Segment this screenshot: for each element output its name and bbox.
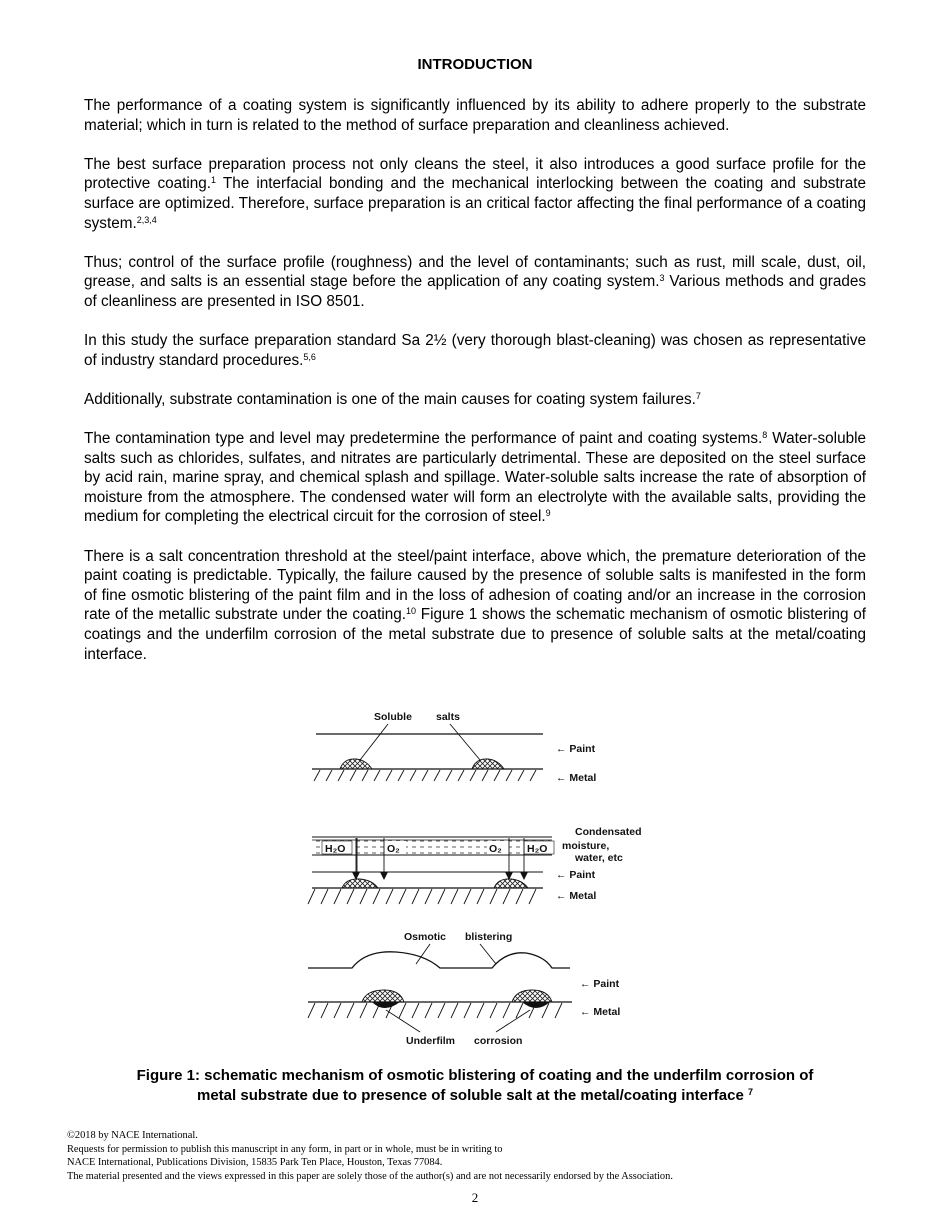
arrow-down-icon (352, 872, 528, 880)
label-blistering: blistering (465, 931, 513, 943)
citation-ref: 9 (545, 508, 551, 519)
paragraph-6: The contamination type and level may predetermine the performance of paint and coating systems.$^8$ Water-soluble salts such as chlorides, sulfates, and nitrates are particularly detrimental. These are deposited on the steel surface by acid rain, marine spray, and chemical splash and spillage. Water-soluble salts increase the rate of absorption of moisture from the atmosphere. The condensed water will form an electrolyte with the available salts, providing the medium for completing the electrical circuit for the corrosion of steel.$^9$ (84, 430, 866, 526)
label-metal: ← Metal (580, 1006, 621, 1018)
salt-deposit (340, 759, 372, 769)
label-underfilm: Underfilm (406, 1035, 456, 1047)
label-paint: ← Paint (556, 743, 596, 755)
citation-ref: 8 (762, 430, 768, 441)
paragraph-5: Additionally, substrate contamination is one of the main causes for coating system failures.$^7$ (84, 390, 701, 408)
metal-hatching (308, 889, 536, 904)
page-number: 2 (471, 1190, 479, 1205)
label-corrosion: corrosion (474, 1035, 523, 1047)
label-metal: ← Metal (556, 890, 597, 902)
salt-deposit (472, 759, 504, 769)
paragraph-1: The performance of a coating system is significantly influenced by its ability to adhere properly to the substrate material; which in turn is related to the method of surface preparation and cleanliness achieved. (84, 97, 866, 134)
paragraph-2: The best surface preparation process not only cleans the steel, it also introduces a good surface profile for the protective coating.$^1$ The interfacial bonding and the mechanical interlocking between the coating and substrate surface are optimized. Therefore, surface preparation is an critical factor affecting the final performance of a coating system.$^{2,3,4}$ (84, 155, 866, 232)
footer-line: ©2018 by NACE International. (67, 1130, 198, 1141)
caption-line-2: metal substrate due to presence of soluble salt at the metal/coating interface $^7$ (197, 1086, 753, 1104)
label-salts: salts (436, 711, 460, 723)
label-osmotic: Osmotic (404, 931, 447, 943)
label-o2-right: O₂ (489, 843, 502, 855)
salt-deposit (494, 879, 528, 888)
label-metal: ← Metal (556, 772, 597, 784)
corrosion-pit (372, 1002, 400, 1008)
paragraph-3: Thus; control of the surface profile (roughness) and the level of contaminants; such as rust, mill scale, dust, oil, grease, and salts is an essential stage before the application of any coating system.$^3$ Various methods and grades of cleanliness are presented in ISO 8501. (84, 253, 866, 310)
metal-hatching (308, 1003, 562, 1018)
paragraph-7: There is a salt concentration threshold at the steel/paint interface, above which, the premature deterioration of the paint coating is predictable. Typically, the failure caused by the presence of soluble salts is manifested in the form of fine osmotic blistering of the paint film and in the loss of adhesion of coating and/or an increase in the corrosion rate of the metallic substrate under the coating.$^{10}$ Figure 1 shows the schematic mechanism of osmotic blistering of coatings and the underfilm corrosion of the metal substrate due to presence of soluble salts at the metal/coating interface. (84, 547, 866, 663)
label-h2o-right: H₂O (527, 843, 548, 855)
panel-3-osmotic-blistering (308, 931, 620, 1047)
metal-hatching (314, 770, 536, 781)
citation-ref: 7 (695, 390, 701, 401)
citation-ref: 2,3,4 (136, 214, 157, 225)
blister-salt (512, 990, 552, 1002)
body-text (84, 96, 866, 664)
citation-ref: 10 (406, 606, 417, 617)
label-o2-left: O₂ (387, 843, 400, 855)
footer-line: Requests for permission to publish this manuscript in any form, in part or in whole, must be in writing to (67, 1143, 503, 1155)
label-condensated: Condensated (575, 826, 642, 838)
caption-line-1: Figure 1: schematic mechanism of osmotic blistering of coating and the underfilm corrosion of (136, 1067, 814, 1084)
label-h2o-left: H₂O (325, 843, 346, 855)
citation-ref: 3 (659, 273, 665, 284)
label-soluble: Soluble (374, 711, 412, 723)
label-paint: ← Paint (556, 869, 596, 881)
footer-line: NACE International, Publications Division, 15835 Park Ten Place, Houston, Texas 77084. (67, 1157, 443, 1169)
copyright-footer (67, 1129, 887, 1183)
section-heading: INTRODUCTION (417, 56, 533, 73)
panel-1-soluble-salts (312, 711, 596, 784)
corrosion-pit (522, 1002, 550, 1008)
label-water-etc: water, etc (575, 852, 623, 864)
footer-line: The material presented and the views expressed in this paper are solely those of the author(s) and are not necessarily endorsed by the Association. (67, 1170, 673, 1182)
citation-ref: 5,6 (303, 351, 316, 362)
citation-ref: 1 (211, 175, 217, 186)
label-moisture: moisture, (562, 840, 610, 852)
figure-1-schematic (300, 706, 660, 1051)
label-paint: ← Paint (580, 978, 620, 990)
panel-2-condensed-moisture (308, 826, 642, 904)
paragraph-4: In this study the surface preparation standard Sa 2½ (very thorough blast-cleaning) was chosen as representative of industry standard procedures.$^{5,6}$ (84, 332, 866, 369)
blister-salt (362, 990, 404, 1002)
blistered-paint-film (308, 952, 570, 968)
figure-caption (84, 1066, 866, 1105)
citation-ref: 7 (747, 1086, 753, 1097)
salt-deposit (342, 879, 378, 888)
